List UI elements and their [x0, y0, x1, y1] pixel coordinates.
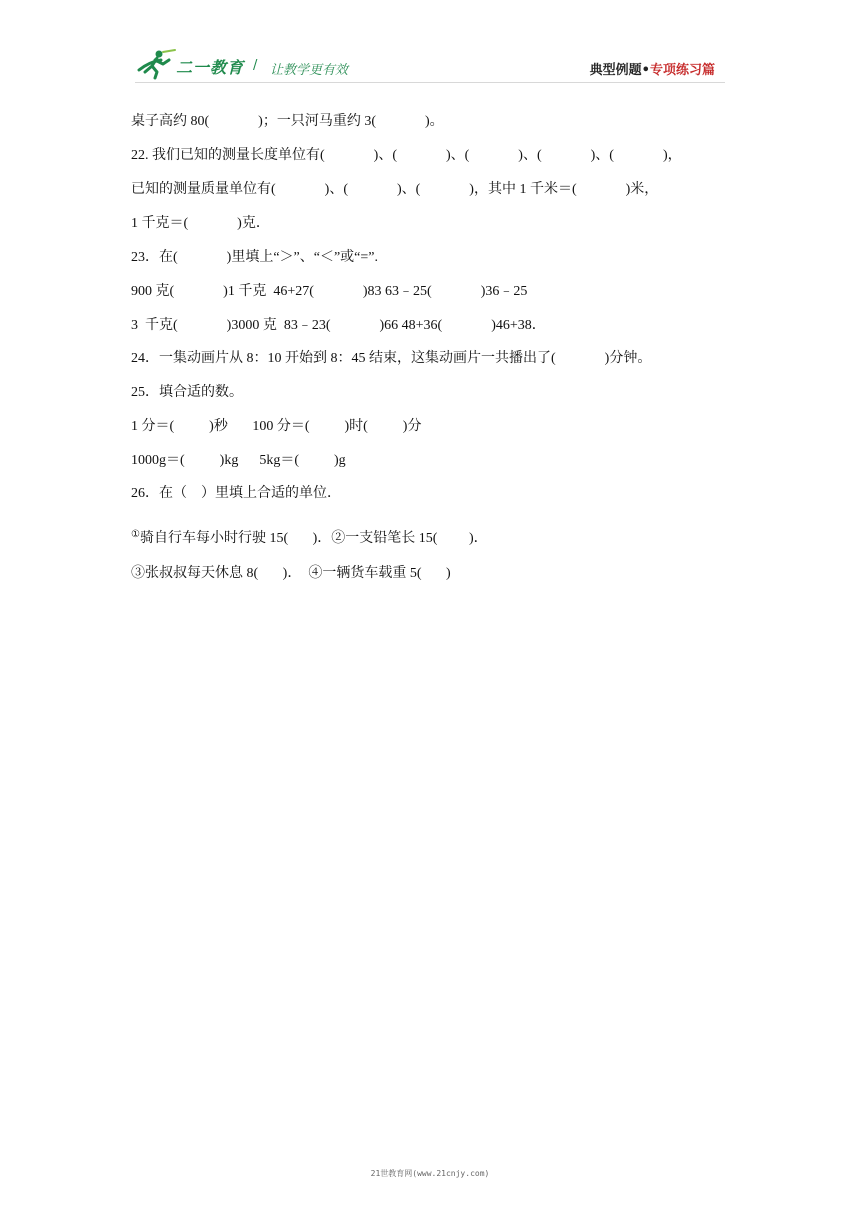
question-22-line-2: 已知的测量质量单位有( )、( )、( )，其中 1 千米＝( )米， — [131, 182, 659, 197]
page-header — [0, 0, 860, 100]
section-title — [590, 59, 715, 78]
question-26-title: 26．在（ ）里填上合适的单位． — [131, 486, 341, 501]
question-23-row-2: 3 千克( )3000 克 83﹣23( )66 48+36( )46+38． — [131, 318, 546, 333]
circled-number-one: ① — [131, 529, 140, 540]
question-22-line-1: 22. 我们已知的测量长度单位有( )、( )、( )、( )、( )， — [131, 148, 682, 163]
question-23-row-1: 900 克( )1 千克 46+27( )83 63﹣25( )36﹣25 — [131, 284, 528, 299]
question-25-row-2: 1000g＝( )kg 5kg＝( )g — [131, 453, 346, 468]
question-26-row-1 — [131, 526, 488, 548]
question-23-title: 23．在( )里填上“＞”、“＜”或“=”. — [131, 250, 379, 265]
question-26-row-1-text: 骑自行车每小时行驶 15( )．②一支铅笔长 15( )． — [139, 531, 488, 546]
line-1: 桌子高约 80( )；一只河马重约 3( )。 — [131, 114, 444, 129]
header-separator: / — [253, 58, 258, 73]
page-footer: 21世教育网(www.21cnjy.com) — [370, 1169, 490, 1178]
question-22-line-3: 1 千克＝( )克． — [131, 216, 270, 231]
section-title-highlight: 专项练习篇 — [649, 63, 715, 78]
question-24: 24．一集动画片从 8：10 开始到 8：45 结束，这集动画片一共播出了( )分钟。 — [131, 351, 652, 366]
question-25-title: 25．填合适的数。 — [131, 385, 243, 400]
brand-name: 二一教育 — [176, 58, 245, 77]
section-title-main: 典型例题• — [589, 63, 650, 78]
brand-slogan: 让教学更有效 — [270, 63, 349, 78]
header-divider — [135, 82, 725, 83]
question-25-row-1: 1 分＝( )秒 100 分＝( )时( )分 — [131, 419, 422, 434]
question-26-row-2: ③张叔叔每天休息 8( )． ④一辆货车载重 5( ) — [131, 566, 451, 581]
runner-icon — [135, 48, 177, 80]
